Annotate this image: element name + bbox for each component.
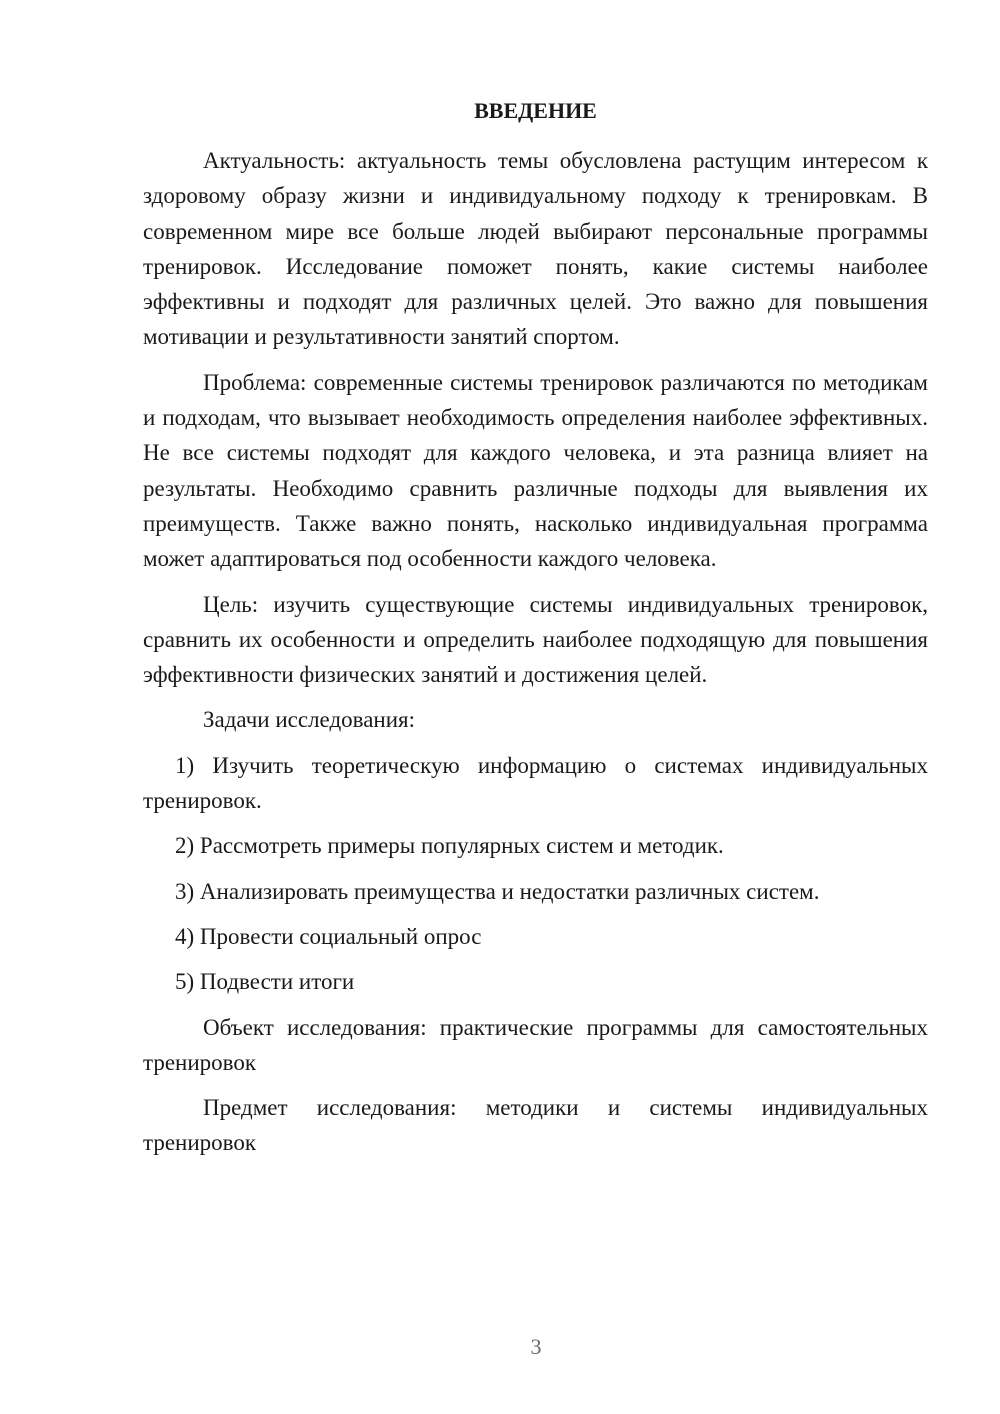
task-item-5: 5) Подвести итоги (175, 969, 355, 995)
goal-paragraph: Цель: изучить существующие системы индивидуальных тренировок, сравнить их особенности и определить наиболее подходящую для повышения эффективности физических занятий и достижения целей. (143, 591, 928, 688)
task-item-3: 3) Анализировать преимущества и недостатки различных систем. (175, 878, 820, 904)
tasks-title: Задачи исследования: (203, 707, 416, 733)
task-item-1: 1) Изучить теоретическую информацию о системах индивидуальных тренировок. (143, 752, 928, 814)
task-item-2: 2) Рассмотреть примеры популярных систем и методик. (175, 833, 724, 859)
research-subject-paragraph: Предмет исследования: методики и системы индивидуальных тренировок (143, 1095, 928, 1156)
page-title: ВВЕДЕНИЕ (474, 98, 597, 123)
problem-paragraph: Проблема: современные системы тренировок различаются по методикам и подходам, что вызывает необходимость определения наиболее эффективных. Не все системы подходят для каждого человека, и эта разница влияет на результаты. Необходимо сравнить различные подходы для выявления их преимуществ. Также важно понять, насколько индивидуальная программа может адаптироваться под особенности каждого человека. (143, 369, 928, 572)
page-number: 3 (530, 1334, 542, 1359)
task-item-4: 4) Провести социальный опрос (175, 923, 482, 949)
research-object-paragraph: Объект исследования: практические программы для самостоятельных тренировок (143, 1014, 928, 1075)
relevance-paragraph: Актуальность: актуальность темы обусловлена растущим интересом к здоровому образу жизни и индивидуальному подходу к тренировкам. В современном мире все больше людей выбирают персональные программы тренировок. Исследование поможет понять, какие системы наиболее эффективны и подходят для различных целей. Это важно для повышения мотивации и результативности занятий спортом. (143, 148, 928, 350)
page-content (143, 96, 928, 1171)
